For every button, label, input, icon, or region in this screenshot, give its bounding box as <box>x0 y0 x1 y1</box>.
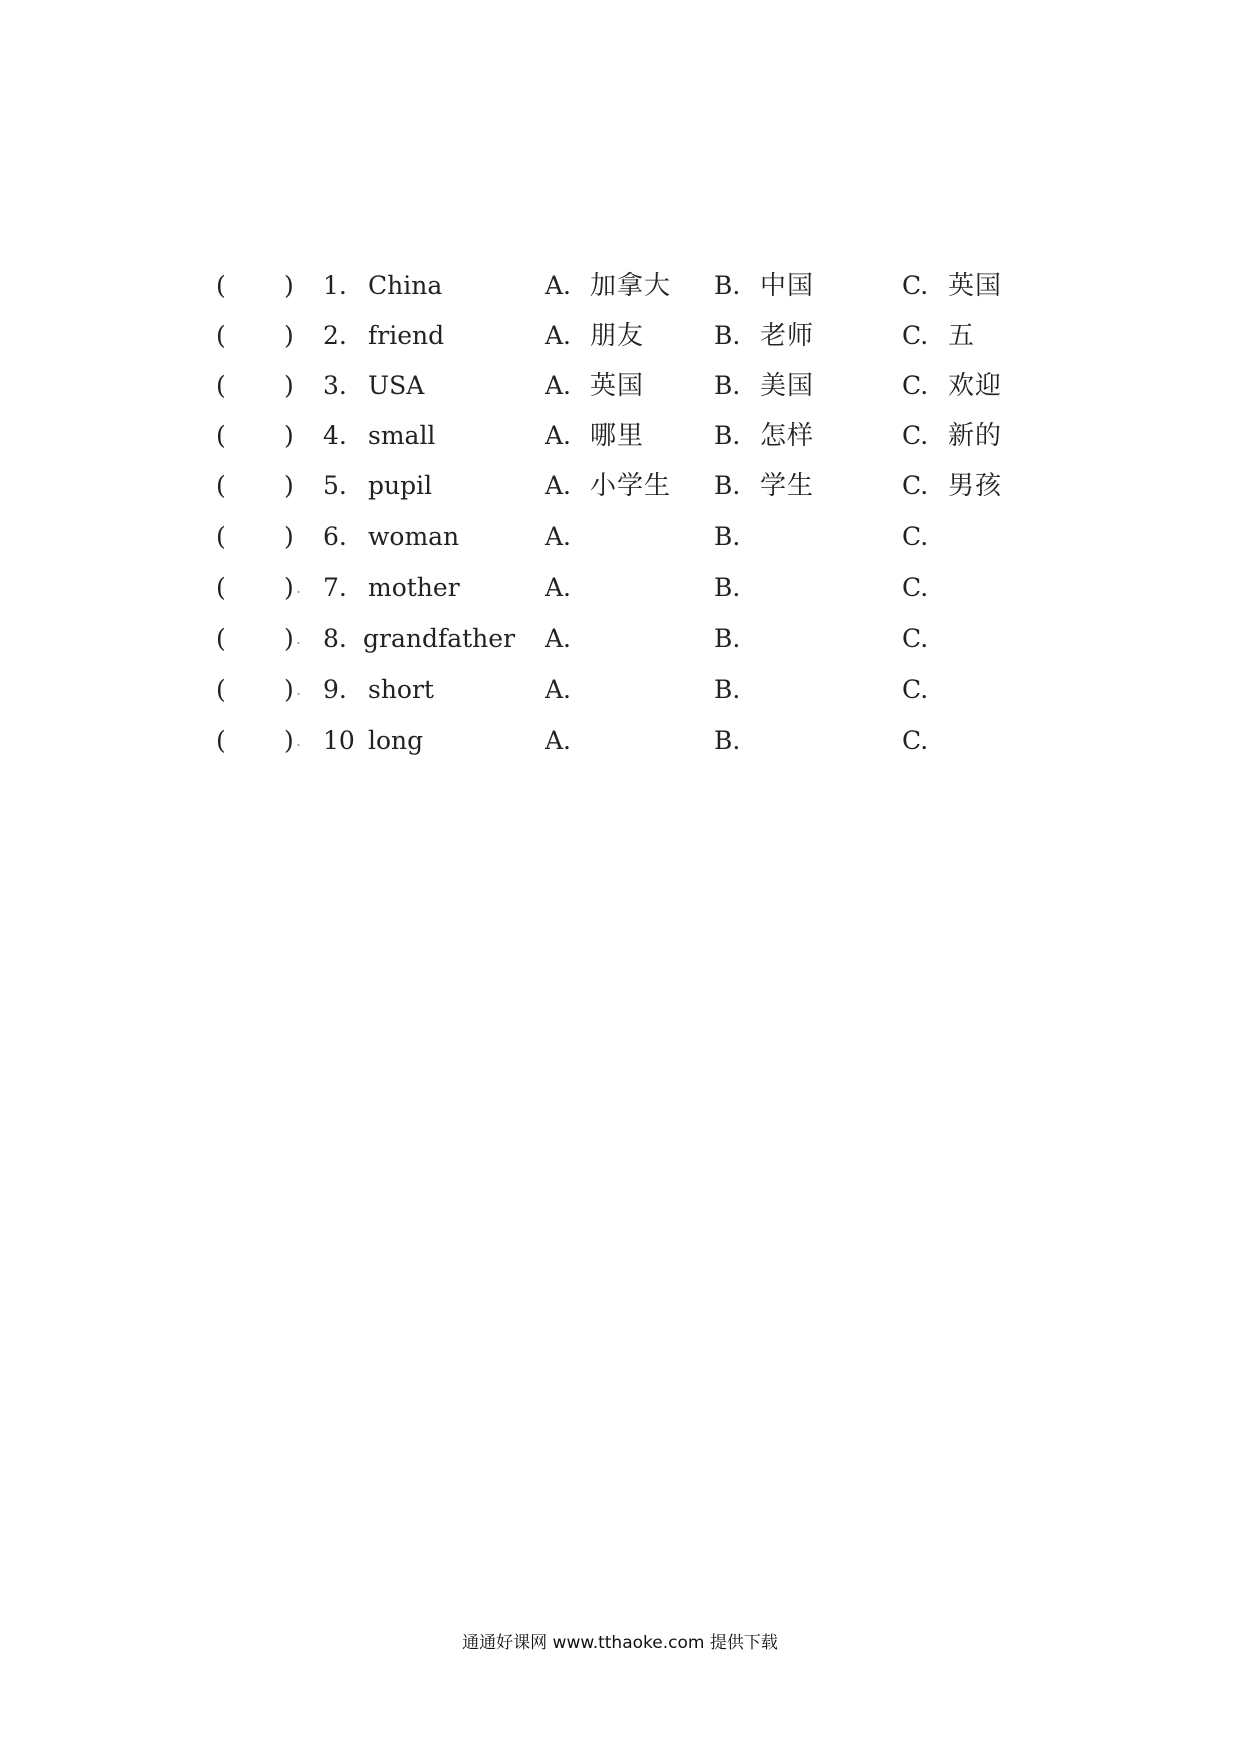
option-c-text: 新的 <box>948 421 1003 451</box>
answer-paren-close: ) <box>284 624 294 653</box>
question-row-6 <box>0 515 1240 559</box>
footer-source-note: 通通好课网 www.tthaoke.com 提供下载 <box>462 1633 778 1653</box>
option-c-label: C. <box>902 471 929 500</box>
option-b-label: B. <box>714 421 741 450</box>
question-row-1 <box>0 264 1240 308</box>
option-b-label: B. <box>714 573 741 602</box>
question-row-9 <box>0 668 1240 712</box>
question-number: 8. <box>323 624 347 653</box>
question-row-3 <box>0 364 1240 408</box>
question-word: long <box>368 726 424 755</box>
answer-paren-open: ( <box>216 371 226 400</box>
question-number: 9. <box>323 675 347 704</box>
question-number: 4. <box>323 421 347 450</box>
answer-paren-close: ) <box>284 573 294 602</box>
question-word: small <box>368 421 436 450</box>
question-number: 3. <box>323 371 347 400</box>
question-number: 2. <box>323 321 347 350</box>
row-dot: . <box>296 578 302 597</box>
question-number: 6. <box>323 522 347 551</box>
option-a-label: A. <box>545 421 572 450</box>
question-row-2 <box>0 314 1240 358</box>
question-row-7 <box>0 566 1240 610</box>
question-number: 5. <box>323 471 347 500</box>
answer-paren-open: ( <box>216 573 226 602</box>
question-row-4 <box>0 414 1240 458</box>
option-a-label: A. <box>545 726 572 755</box>
option-c-label: C. <box>902 624 929 653</box>
answer-paren-open: ( <box>216 522 226 551</box>
option-b-label: B. <box>714 371 741 400</box>
option-c-text: 五 <box>948 321 976 351</box>
answer-paren-close: ) <box>284 726 294 755</box>
option-a-text: 朋友 <box>590 321 645 351</box>
option-c-label: C. <box>902 573 929 602</box>
answer-paren-open: ( <box>216 421 226 450</box>
option-a-text: 哪里 <box>590 421 645 451</box>
option-a-label: A. <box>545 321 572 350</box>
option-a-label: A. <box>545 624 572 653</box>
option-c-text: 英国 <box>948 271 1003 301</box>
row-dot: . <box>296 731 302 750</box>
option-a-label: A. <box>545 271 572 300</box>
answer-paren-close: ) <box>284 522 294 551</box>
option-a-text: 小学生 <box>590 471 672 501</box>
question-word: short <box>368 675 434 704</box>
option-a-label: A. <box>545 573 572 602</box>
question-number: 1. <box>323 271 347 300</box>
option-c-text: 欢迎 <box>948 371 1003 401</box>
question-word: woman <box>368 522 460 551</box>
answer-paren-open: ( <box>216 271 226 300</box>
question-word: grandfather <box>363 624 516 653</box>
option-c-text: 男孩 <box>948 471 1003 501</box>
answer-paren-open: ( <box>216 726 226 755</box>
option-b-label: B. <box>714 624 741 653</box>
row-dot: . <box>296 680 302 699</box>
option-c-label: C. <box>902 371 929 400</box>
question-row-10 <box>0 719 1240 763</box>
option-c-label: C. <box>902 675 929 704</box>
option-a-label: A. <box>545 675 572 704</box>
option-a-label: A. <box>545 371 572 400</box>
question-word: USA <box>368 371 425 400</box>
answer-paren-open: ( <box>216 321 226 350</box>
option-a-label: A. <box>545 522 572 551</box>
option-b-text: 学生 <box>760 471 815 501</box>
answer-paren-close: ) <box>284 421 294 450</box>
question-word: mother <box>368 573 460 602</box>
option-a-text: 英国 <box>590 371 645 401</box>
option-c-label: C. <box>902 271 929 300</box>
option-c-label: C. <box>902 321 929 350</box>
option-b-label: B. <box>714 675 741 704</box>
question-row-5 <box>0 464 1240 508</box>
option-b-label: B. <box>714 271 741 300</box>
answer-paren-open: ( <box>216 624 226 653</box>
option-a-label: A. <box>545 471 572 500</box>
option-b-text: 美国 <box>760 371 815 401</box>
option-b-label: B. <box>714 522 741 551</box>
question-word: China <box>368 271 443 300</box>
answer-paren-open: ( <box>216 471 226 500</box>
answer-paren-close: ) <box>284 271 294 300</box>
question-row-8 <box>0 617 1240 661</box>
option-b-label: B. <box>714 726 741 755</box>
answer-paren-open: ( <box>216 675 226 704</box>
row-dot: . <box>296 629 302 648</box>
answer-paren-close: ) <box>284 471 294 500</box>
option-b-label: B. <box>714 471 741 500</box>
option-b-text: 中国 <box>760 271 815 301</box>
question-number: 10 <box>323 726 355 755</box>
question-word: pupil <box>368 471 433 500</box>
option-a-text: 加拿大 <box>590 271 672 301</box>
option-c-label: C. <box>902 522 929 551</box>
answer-paren-close: ) <box>284 371 294 400</box>
question-number: 7. <box>323 573 347 602</box>
question-word: friend <box>368 321 445 350</box>
option-b-label: B. <box>714 321 741 350</box>
option-c-label: C. <box>902 726 929 755</box>
option-b-text: 老师 <box>760 321 815 351</box>
answer-paren-close: ) <box>284 675 294 704</box>
option-c-label: C. <box>902 421 929 450</box>
answer-paren-close: ) <box>284 321 294 350</box>
option-b-text: 怎样 <box>760 421 815 451</box>
